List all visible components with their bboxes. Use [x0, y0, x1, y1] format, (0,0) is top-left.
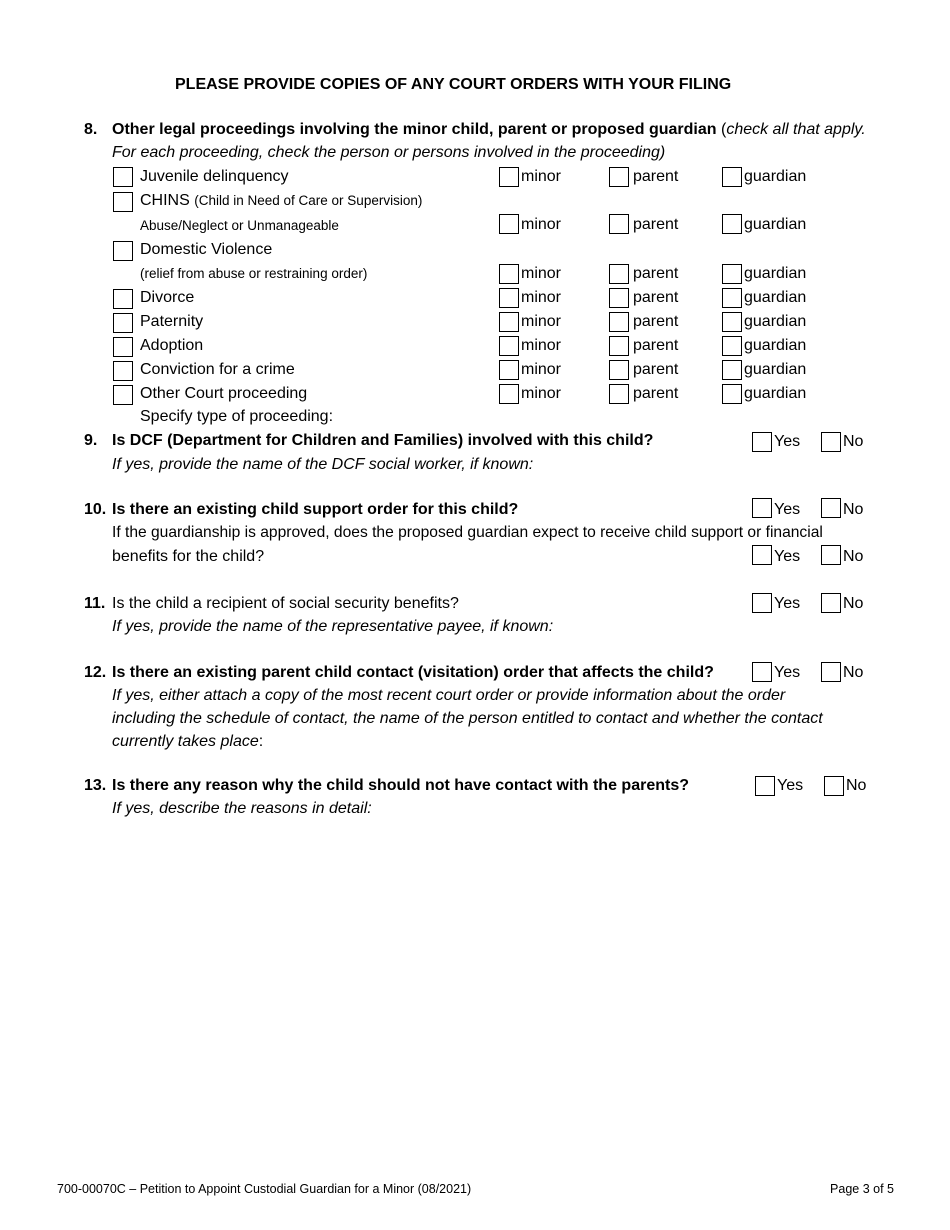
conviction-parent-label: parent — [633, 361, 679, 378]
q11-followup: If yes, provide the name of the representative payee, if known: — [112, 618, 554, 635]
divorce-guardian-checkbox[interactable] — [722, 288, 742, 308]
q13-number: 13. — [84, 777, 107, 794]
q8-title-line — [112, 122, 866, 138]
q8-instruction: For each proceeding, check the person or persons involved in the proceeding) — [112, 144, 666, 161]
specify-proceeding-label: Specify type of proceeding: — [140, 408, 334, 425]
q13-no-checkbox[interactable] — [824, 776, 844, 796]
q10-question: Is there an existing child support order for this child? — [112, 501, 519, 518]
q12-followup-line2: including the schedule of contact, the name of the person entitled to contact and whether the contact — [112, 710, 823, 727]
footer-form-title: 700-00070C – Petition to Appoint Custodial Guardian for a Minor (08/2021) — [57, 1182, 472, 1196]
divorce-minor-label: minor — [521, 289, 562, 306]
juvenile-guardian-label: guardian — [744, 168, 807, 185]
juvenile-delinquency-checkbox[interactable] — [113, 167, 133, 187]
other-proceeding-label: Other Court proceeding — [140, 385, 308, 402]
conviction-label: Conviction for a crime — [140, 361, 295, 378]
juvenile-minor-label: minor — [521, 168, 562, 185]
q10-benefits-no-checkbox[interactable] — [821, 545, 841, 565]
domestic-guardian-checkbox[interactable] — [722, 264, 742, 284]
q12-no-checkbox[interactable] — [821, 662, 841, 682]
other-parent-label: parent — [633, 385, 679, 402]
conviction-parent-checkbox[interactable] — [609, 360, 629, 380]
domestic-minor-checkbox[interactable] — [499, 264, 519, 284]
chins-parent-checkbox[interactable] — [609, 214, 629, 234]
q12-followup-line3 — [112, 734, 263, 750]
footer-page-number: Page 3 of 5 — [830, 1182, 894, 1196]
paternity-minor-label: minor — [521, 313, 562, 330]
q12-number: 12. — [84, 664, 107, 681]
chins-title: CHINS — [140, 192, 190, 209]
chins-guardian-checkbox[interactable] — [722, 214, 742, 234]
domestic-guardian-label: guardian — [744, 265, 807, 282]
domestic-violence-label: Domestic Violence — [140, 241, 273, 258]
q12-followup-colon: : — [258, 733, 264, 750]
divorce-label: Divorce — [140, 289, 195, 306]
q10-yes-checkbox[interactable] — [752, 498, 772, 518]
adoption-label: Adoption — [140, 337, 204, 354]
adoption-parent-label: parent — [633, 337, 679, 354]
other-minor-label: minor — [521, 385, 562, 402]
chins-checkbox[interactable] — [113, 192, 133, 212]
juvenile-guardian-checkbox[interactable] — [722, 167, 742, 187]
q13-no-label: No — [846, 777, 867, 794]
other-guardian-checkbox[interactable] — [722, 384, 742, 404]
divorce-parent-label: parent — [633, 289, 679, 306]
other-parent-checkbox[interactable] — [609, 384, 629, 404]
domestic-violence-detail: (relief from abuse or restraining order) — [140, 266, 368, 281]
conviction-guardian-checkbox[interactable] — [722, 360, 742, 380]
page-title: PLEASE PROVIDE COPIES OF ANY COURT ORDERS WITH YOUR FILING — [175, 76, 732, 93]
divorce-minor-checkbox[interactable] — [499, 288, 519, 308]
chins-label — [140, 193, 422, 209]
other-proceeding-checkbox[interactable] — [113, 385, 133, 405]
q9-question: Is DCF (Department for Children and Families) involved with this child? — [112, 432, 654, 449]
conviction-minor-label: minor — [521, 361, 562, 378]
q11-yes-label: Yes — [774, 595, 801, 612]
adoption-minor-label: minor — [521, 337, 562, 354]
q10-benefits-yes-checkbox[interactable] — [752, 545, 772, 565]
q8-paren: ( — [716, 121, 727, 138]
juvenile-parent-label: parent — [633, 168, 679, 185]
q10-yes-label: Yes — [774, 501, 801, 518]
domestic-parent-checkbox[interactable] — [609, 264, 629, 284]
q10-no-checkbox[interactable] — [821, 498, 841, 518]
adoption-checkbox[interactable] — [113, 337, 133, 357]
q12-followup-line3-text: currently takes place — [112, 733, 259, 750]
q13-yes-label: Yes — [777, 777, 804, 794]
domestic-parent-label: parent — [633, 265, 679, 282]
q9-no-checkbox[interactable] — [821, 432, 841, 452]
q10-no-label: No — [843, 501, 864, 518]
adoption-guardian-checkbox[interactable] — [722, 336, 742, 356]
q11-number: 11. — [84, 595, 106, 612]
q9-yes-label: Yes — [774, 433, 801, 450]
q11-no-label: No — [843, 595, 864, 612]
q10-benefits-yes-label: Yes — [774, 548, 801, 565]
paternity-guardian-checkbox[interactable] — [722, 312, 742, 332]
q11-yes-checkbox[interactable] — [752, 593, 772, 613]
q11-no-checkbox[interactable] — [821, 593, 841, 613]
q10-followup-line2: benefits for the child? — [112, 548, 265, 565]
q10-number: 10. — [84, 501, 107, 518]
paternity-label: Paternity — [140, 313, 204, 330]
q12-followup-line1: If yes, either attach a copy of the most recent court order or provide information about the order — [112, 687, 786, 704]
divorce-guardian-label: guardian — [744, 289, 807, 306]
paternity-checkbox[interactable] — [113, 313, 133, 333]
domestic-violence-checkbox[interactable] — [113, 241, 133, 261]
chins-guardian-label: guardian — [744, 216, 807, 233]
conviction-checkbox[interactable] — [113, 361, 133, 381]
q12-no-label: No — [843, 664, 864, 681]
other-guardian-label: guardian — [744, 385, 807, 402]
chins-parent-label: parent — [633, 216, 679, 233]
q12-question: Is there an existing parent child contact (visitation) order that affects the child? — [112, 664, 714, 681]
paternity-parent-label: parent — [633, 313, 679, 330]
juvenile-delinquency-label: Juvenile delinquency — [140, 168, 289, 185]
q9-number: 9. — [84, 432, 98, 449]
paternity-guardian-label: guardian — [744, 313, 807, 330]
q13-followup: If yes, describe the reasons in detail: — [112, 800, 372, 817]
q8-number: 8. — [84, 121, 98, 138]
adoption-guardian-label: guardian — [744, 337, 807, 354]
chins-minor-label: minor — [521, 216, 562, 233]
adoption-minor-checkbox[interactable] — [499, 336, 519, 356]
domestic-minor-label: minor — [521, 265, 562, 282]
chins-minor-checkbox[interactable] — [499, 214, 519, 234]
adoption-parent-checkbox[interactable] — [609, 336, 629, 356]
paternity-parent-checkbox[interactable] — [609, 312, 629, 332]
divorce-checkbox[interactable] — [113, 289, 133, 309]
q13-question: Is there any reason why the child should not have contact with the parents? — [112, 777, 689, 794]
other-minor-checkbox[interactable] — [499, 384, 519, 404]
q12-yes-checkbox[interactable] — [752, 662, 772, 682]
q9-followup: If yes, provide the name of the DCF social worker, if known: — [112, 456, 534, 473]
q9-yes-checkbox[interactable] — [752, 432, 772, 452]
q10-benefits-no-label: No — [843, 548, 864, 565]
q9-no-label: No — [843, 433, 864, 450]
divorce-parent-checkbox[interactable] — [609, 288, 629, 308]
q10-followup-line1: If the guardianship is approved, does the proposed guardian expect to receive child support or financial — [112, 524, 823, 541]
q13-yes-checkbox[interactable] — [755, 776, 775, 796]
juvenile-minor-checkbox[interactable] — [499, 167, 519, 187]
abuse-neglect-label: Abuse/Neglect or Unmanageable — [140, 218, 339, 233]
chins-detail: (Child in Need of Care or Supervision) — [194, 193, 423, 208]
conviction-guardian-label: guardian — [744, 361, 807, 378]
q8-title-note: check all that apply. — [726, 121, 866, 138]
q8-title: Other legal proceedings involving the minor child, parent or proposed guardian — [112, 121, 717, 138]
conviction-minor-checkbox[interactable] — [499, 360, 519, 380]
paternity-minor-checkbox[interactable] — [499, 312, 519, 332]
juvenile-parent-checkbox[interactable] — [609, 167, 629, 187]
q11-question: Is the child a recipient of social security benefits? — [112, 595, 459, 612]
q12-yes-label: Yes — [774, 664, 801, 681]
